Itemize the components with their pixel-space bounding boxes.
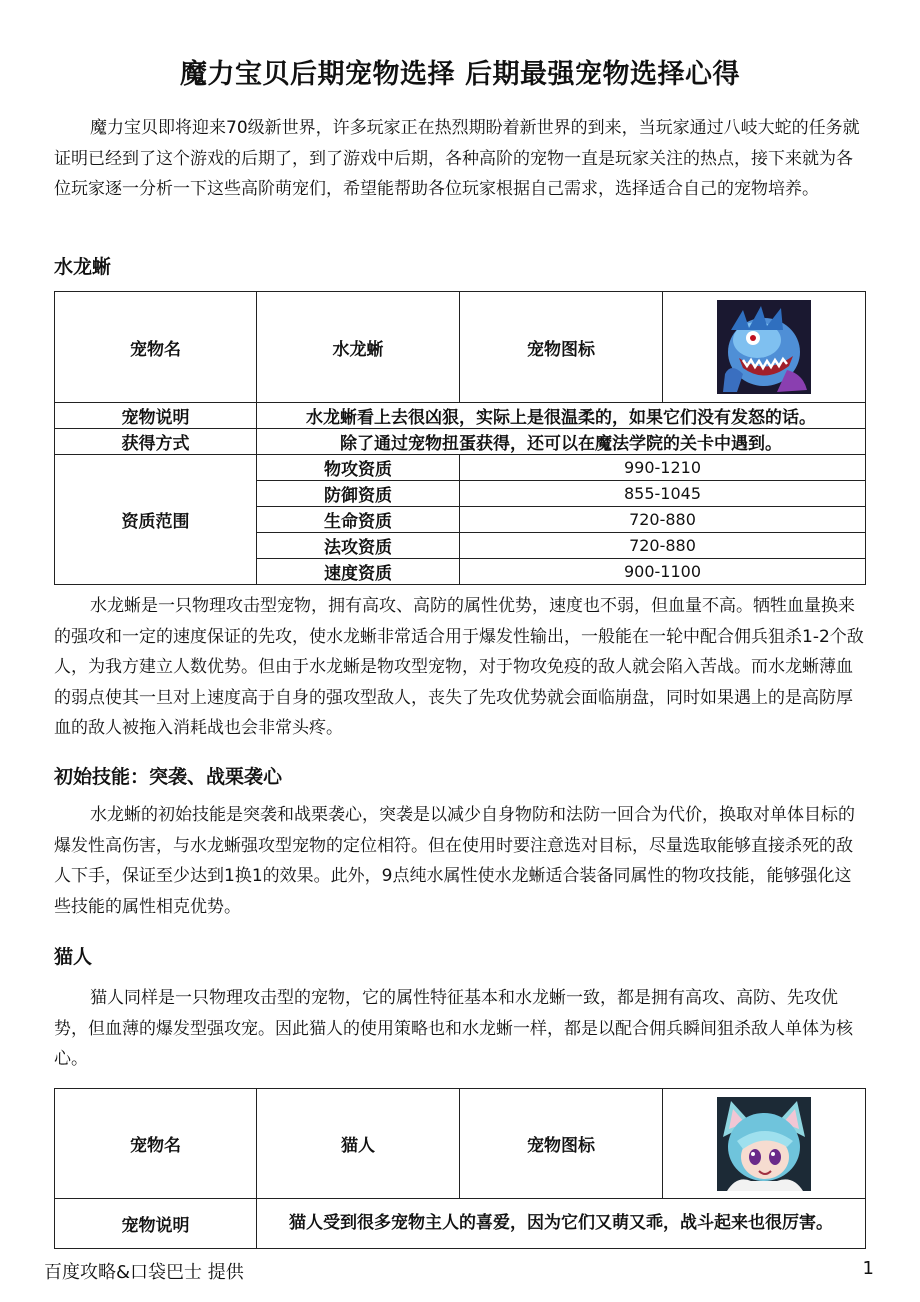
pet-name-label: 宠物名: [55, 292, 257, 403]
pet-icon-label: 宠物图标: [460, 292, 663, 403]
catman-pet-image: [717, 1097, 811, 1191]
pet-desc-value: 猫人受到很多宠物主人的喜爱，因为它们又萌又乖，战斗起来也很厉害。: [257, 1199, 866, 1249]
footer-source: 百度攻略&口袋巴士 提供: [44, 1262, 244, 1283]
stat-name: 速度资质: [257, 559, 460, 585]
page-number: 1: [862, 1258, 874, 1279]
pet-table-catman: [54, 1088, 866, 1249]
intro-paragraph: 魔力宝贝即将迎来70级新世界，许多玩家正在热烈期盼着新世界的到来，当玩家通过八岐大蛇的任务就证明已经到了这个游戏的后期了，到了游戏中后期，各种高阶的宠物一直是玩家关注的热点，接下来就为各位玩家逐一分析一下这些高阶萌宠们，希望能帮助各位玩家根据自己需求，选择适合自己的宠物培养。: [54, 118, 860, 199]
stat-value: 855-1045: [460, 481, 866, 507]
pet-icon-cell: [663, 292, 866, 403]
water-dragon-pet-image: [717, 300, 811, 394]
stat-value: 720-880: [460, 533, 866, 559]
pet-desc-value: 水龙蜥看上去很凶狠，实际上是很温柔的，如果它们没有发怒的话。: [257, 403, 866, 429]
water-dragon-analysis: 水龙蜥是一只物理攻击型宠物，拥有高攻、高防的属性优势，速度也不弱，但血量不高。牺牲血量换来的强攻和一定的速度保证的先攻，使水龙蜥非常适合用于爆发性输出，一般能在一轮中配合佣兵狙杀1-2个敌人，为我方建立人数优势。但由于水龙蜥是物攻型宠物，对于物攻免疫的敌人就会陷入苦战。而水龙蜥薄血的弱点使其一旦对上速度高于自身的强攻型敌人，丧失了先攻优势就会面临崩盘，同时如果遇上的是高防厚血的敌人被拖入消耗战也会非常头疼。: [54, 596, 864, 738]
pet-desc-label: 宠物说明: [55, 403, 257, 429]
skill-heading: 初始技能：突袭、战栗袭心: [54, 766, 283, 788]
pet-obtain-value: 除了通过宠物扭蛋获得，还可以在魔法学院的关卡中遇到。: [257, 429, 866, 455]
pet-icon-cell: [663, 1089, 866, 1199]
pet-table-water-dragon: [54, 291, 866, 585]
pet-name-value: 猫人: [257, 1089, 460, 1199]
page-title: 魔力宝贝后期宠物选择 后期最强宠物选择心得: [180, 59, 740, 90]
stat-name: 防御资质: [257, 481, 460, 507]
pet-icon-label: 宠物图标: [460, 1089, 663, 1199]
section-heading-catman: 猫人: [54, 946, 93, 968]
pet-name-label: 宠物名: [55, 1089, 257, 1199]
stat-value: 900-1100: [460, 559, 866, 585]
pet-name-value: 水龙蜥: [257, 292, 460, 403]
stat-name: 物攻资质: [257, 455, 460, 481]
pet-obtain-label: 获得方式: [55, 429, 257, 455]
skill-paragraph: 水龙蜥的初始技能是突袭和战栗袭心，突袭是以减少自身物防和法防一回合为代价，换取对单体目标的爆发性高伤害，与水龙蜥强攻型宠物的定位相符。但在使用时要注意选对目标，尽量选取能够直接杀死的敌人下手，保证至少达到1换1的效果。此外，9点纯水属性使水龙蜥适合装备同属性的物攻技能，能够强化这些技能的属性相克优势。: [54, 805, 855, 917]
catman-paragraph: 猫人同样是一只物理攻击型的宠物，它的属性特征基本和水龙蜥一致，都是拥有高攻、高防、先攻优势，但血薄的爆发型强攻宠。因此猫人的使用策略也和水龙蜥一样，都是以配合佣兵瞬间狙杀敌人单体为核心。: [54, 988, 853, 1069]
stat-name: 生命资质: [257, 507, 460, 533]
stat-range-label: 资质范围: [55, 455, 257, 585]
section-heading-water-dragon: 水龙蜥: [54, 256, 112, 278]
stat-name: 法攻资质: [257, 533, 460, 559]
stat-value: 990-1210: [460, 455, 866, 481]
stat-value: 720-880: [460, 507, 866, 533]
pet-desc-label: 宠物说明: [55, 1199, 257, 1249]
